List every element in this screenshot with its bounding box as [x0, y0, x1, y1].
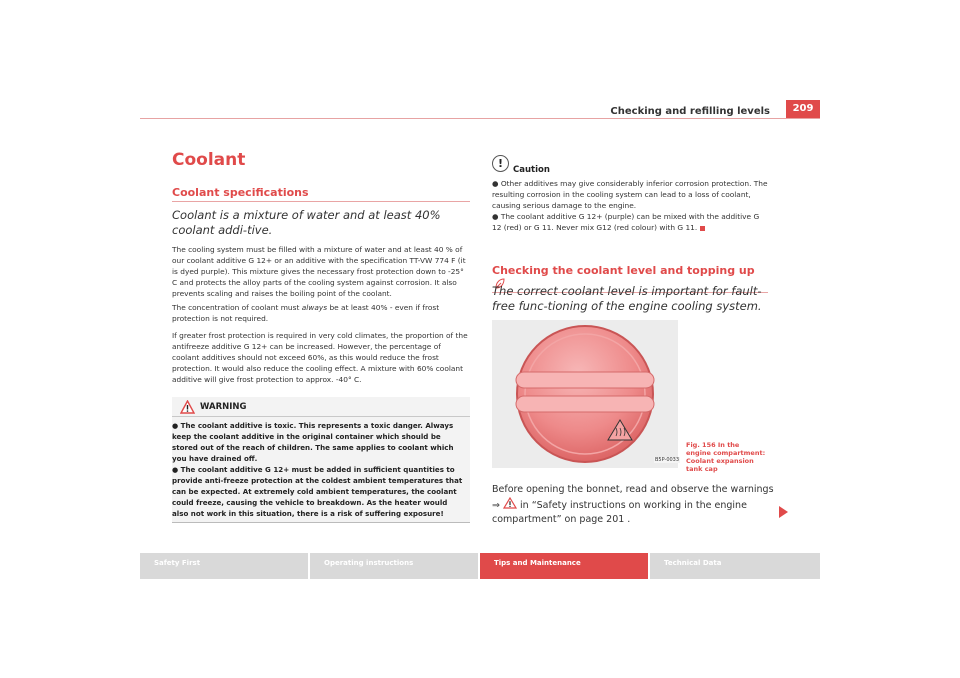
page-number: 209 — [786, 100, 820, 118]
emphasis: always — [301, 303, 328, 312]
intro-text-2: The correct coolant level is important for fault-free func-tioning of the engine cooling system. — [492, 284, 762, 313]
subsection-title-2: Checking the coolant level and topping up — [492, 264, 768, 293]
caution-bullet: ● Other additives may give considerably inferior corrosion protection. The resulting corrosion in the cooling system can lead to a loss of coolant, causing serious damage to the engine. — [492, 179, 768, 210]
warning-triangle-icon — [503, 497, 517, 509]
tab-safety-first[interactable]: Safety First — [140, 553, 308, 579]
caution-exclamation-icon: ! — [492, 155, 509, 172]
paragraph: The cooling system must be filled with a mixture of water and at least 40 % of our coolant additive G 12+ or an additive with the specification TT-VW 774 F (it is dyed purple). This mixture gives the necessary frost protection down to -25° C and protects the alloy parts of the cooling system against corrosion. It also prevents scaling and raises the boiling point of the coolant. — [172, 245, 466, 298]
caution-bullet: ● The coolant additive G 12+ (purple) can be mixed with the additive G 12 (red) or G 11. Never mix G12 (red colour) with G 11. — [492, 212, 760, 232]
tab-tips-and-maintenance[interactable]: Tips and Maintenance — [480, 553, 648, 579]
subsection-title: Coolant specifications — [172, 186, 470, 202]
coolant-cap-figure — [492, 320, 678, 468]
coolant-cap-image — [492, 320, 678, 468]
caution-body — [492, 178, 770, 233]
figure-caption: Fig. 156 In the engine compartment: Coolant expansion tank cap — [686, 441, 766, 473]
header-divider — [140, 118, 820, 119]
paragraph: If greater frost protection is required in very cold climates, the proportion of the antifreeze additive G 12+ can be increased. However, the percentage of coolant additives should not exceed 60%, as this would reduce the frost protection. It would also reduce the cooling effect. A mixture with 60% coolant additive will give frost protection to approx. -40° C. — [172, 331, 468, 384]
warning-title: WARNING — [200, 402, 247, 412]
warning-bullet: ● The coolant additive G 12+ must be added in sufficient quantities to provide anti-freeze protection at the coldest ambient temperatures that can be expected. At extremely cold ambient temperatures, the coolant could freeze, causing the vehicle to breakdown. As the heater would also not work in this situation, there is a risk of suffering exposure! — [172, 465, 463, 518]
warning-divider — [172, 416, 470, 417]
warning-body — [172, 420, 466, 519]
caution-title: Caution — [513, 165, 550, 175]
closing-paragraph: Before opening the bonnet, read and observe the warnings ⇒ in “Safety instructions on working in the engine compartment” on page 201 . — [492, 484, 774, 525]
intro-text: Coolant is a mixture of water and at least 40% coolant addi-tive. — [172, 208, 441, 237]
paragraph: The concentration of coolant must always be at least 40% - even if frost protection is not required. — [172, 303, 440, 323]
running-header: Checking and refilling levels — [610, 106, 770, 117]
section-title: Coolant — [172, 150, 246, 170]
tab-operating-instructions[interactable]: Operating instructions — [310, 553, 478, 579]
warning-bullet: ● The coolant additive is toxic. This represents a toxic danger. Always keep the coolant additive in the original container which should be stored out of the reach of children. The same applies to coolant which you have drained off. — [172, 421, 454, 463]
warning-triangle-icon — [180, 400, 195, 414]
figure-code: B5P-0033 — [655, 457, 680, 463]
reference-arrow: ⇒ — [492, 500, 500, 511]
end-marker — [700, 226, 705, 231]
next-page-arrow-icon[interactable] — [779, 506, 788, 518]
tab-technical-data[interactable]: Technical Data — [650, 553, 820, 579]
